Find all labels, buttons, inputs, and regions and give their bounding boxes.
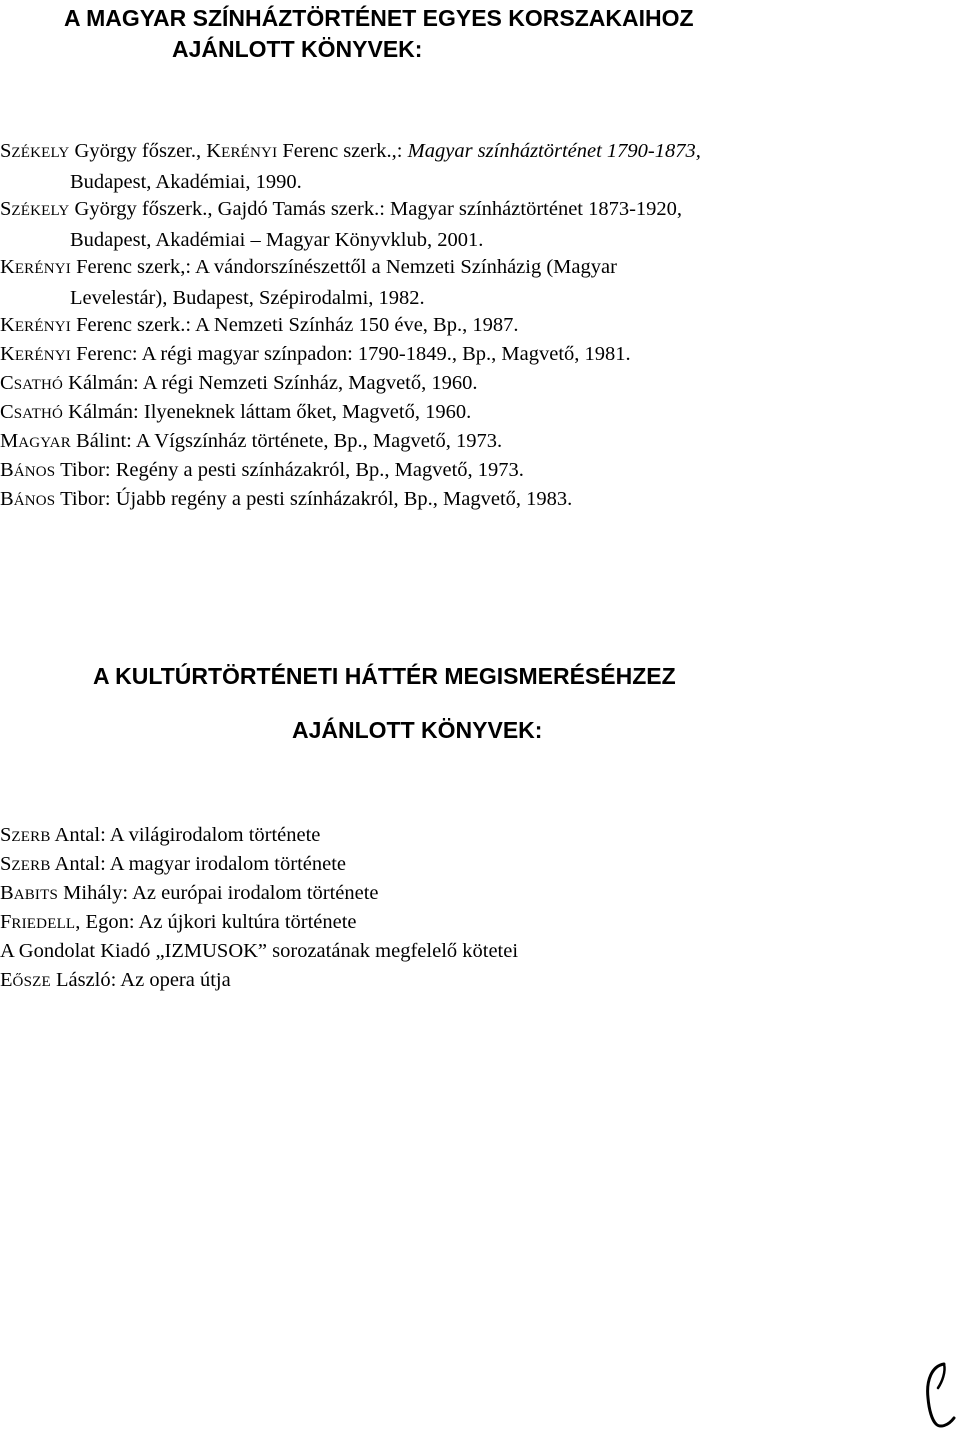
- author-surname: BÁNOS: [0, 488, 56, 510]
- author-surname: KERÉNYI: [0, 343, 72, 365]
- author-surname: FRIEDELL: [0, 911, 76, 933]
- entry-text: Kálmán: A régi Nemzeti Színház, Magvető, 1960.: [63, 372, 478, 394]
- bibliography-entry: [0, 137, 701, 197]
- entry-continuation: Budapest, Akadémiai, 1990.: [70, 171, 302, 193]
- bibliography-entry: [0, 937, 518, 966]
- handwritten-signature-icon: [922, 1358, 958, 1430]
- author-surname: KERÉNYI: [206, 140, 278, 162]
- bibliography-entry: [0, 485, 572, 516]
- author-surname: KERÉNYI: [0, 314, 72, 336]
- entry-text: Ferenc szerk,: A vándorszínészettől a Nemzeti Színházig (Magyar: [71, 256, 617, 278]
- entry-text: Ferenc szerk.: A Nemzeti Színház 150 éve, Bp., 1987.: [71, 314, 519, 336]
- entry-text: A Gondolat Kiadó „IZMUSOK” sorozatának megfelelő kötetei: [0, 940, 519, 962]
- entry-title: Magyar színháztörténet 1790-1873,: [407, 140, 701, 162]
- bibliography-entry: [0, 879, 379, 910]
- bibliography-entry: [0, 311, 518, 342]
- author-surname: SZÉKELY: [0, 198, 70, 220]
- bibliography-entry: [0, 966, 231, 997]
- bibliography-entry: [0, 369, 478, 400]
- author-surname: MAGYAR: [0, 430, 71, 452]
- entry-text: , Egon: Az újkori kultúra története: [75, 911, 357, 933]
- entry-text: Ferenc szerk.,:: [277, 140, 408, 162]
- bibliography-entry: [0, 195, 682, 255]
- author-surname: EŐSZE: [0, 969, 51, 991]
- bibliography-entry: [0, 340, 631, 371]
- bibliography-entry: [0, 821, 320, 852]
- entry-text: Tibor: Újabb regény a pesti színházakról, Bp., Magvető, 1983.: [55, 488, 573, 510]
- section1-title-line2: AJÁNLOTT KÖNYVEK:: [172, 36, 423, 62]
- entry-continuation: Levelestár), Budapest, Szépirodalmi, 1982.: [70, 287, 425, 309]
- entry-text: Antal: A magyar irodalom története: [50, 853, 347, 875]
- bibliography-entry: [0, 253, 617, 313]
- author-surname: KERÉNYI: [0, 256, 72, 278]
- author-surname: SZÉKELY: [0, 140, 70, 162]
- bibliography-entry: [0, 398, 471, 429]
- entry-text: György főszer.,: [69, 140, 207, 162]
- entry-text: Bálint: A Vígszínház története, Bp., Magvető, 1973.: [70, 430, 503, 452]
- author-surname: CSATHÓ: [0, 401, 64, 423]
- bibliography-entry: [0, 908, 357, 939]
- entry-text: Mihály: Az európai irodalom története: [58, 882, 379, 904]
- bibliography-entry: [0, 850, 346, 881]
- bibliography-entry: [0, 427, 502, 458]
- author-surname: CSATHÓ: [0, 372, 64, 394]
- entry-text: György főszerk., Gajdó Tamás szerk.: Magyar színháztörténet 1873-1920,: [69, 198, 683, 220]
- author-surname: BABITS: [0, 882, 59, 904]
- author-surname: SZERB: [0, 853, 51, 875]
- entry-text: Kálmán: Ilyeneknek láttam őket, Magvető, 1960.: [63, 401, 472, 423]
- section1-title-line1: A MAGYAR SZÍNHÁZTÖRTÉNET EGYES KORSZAKAIHOZ: [64, 5, 694, 31]
- entry-text: László: Az opera útja: [50, 969, 231, 991]
- author-surname: SZERB: [0, 824, 51, 846]
- entry-text: Tibor: Regény a pesti színházakról, Bp., Magvető, 1973.: [55, 459, 524, 481]
- section2-title-line2: AJÁNLOTT KÖNYVEK:: [292, 717, 543, 743]
- section2-title-line1: A KULTÚRTÖRTÉNETI HÁTTÉR MEGISMERÉSÉHZEZ: [93, 663, 676, 689]
- bibliography-entry: [0, 456, 524, 487]
- entry-continuation: Budapest, Akadémiai – Magyar Könyvklub, 2001.: [70, 229, 484, 251]
- entry-text: Antal: A világirodalom története: [50, 824, 321, 846]
- author-surname: BÁNOS: [0, 459, 56, 481]
- entry-text: Ferenc: A régi magyar színpadon: 1790-1849., Bp., Magvető, 1981.: [71, 343, 631, 365]
